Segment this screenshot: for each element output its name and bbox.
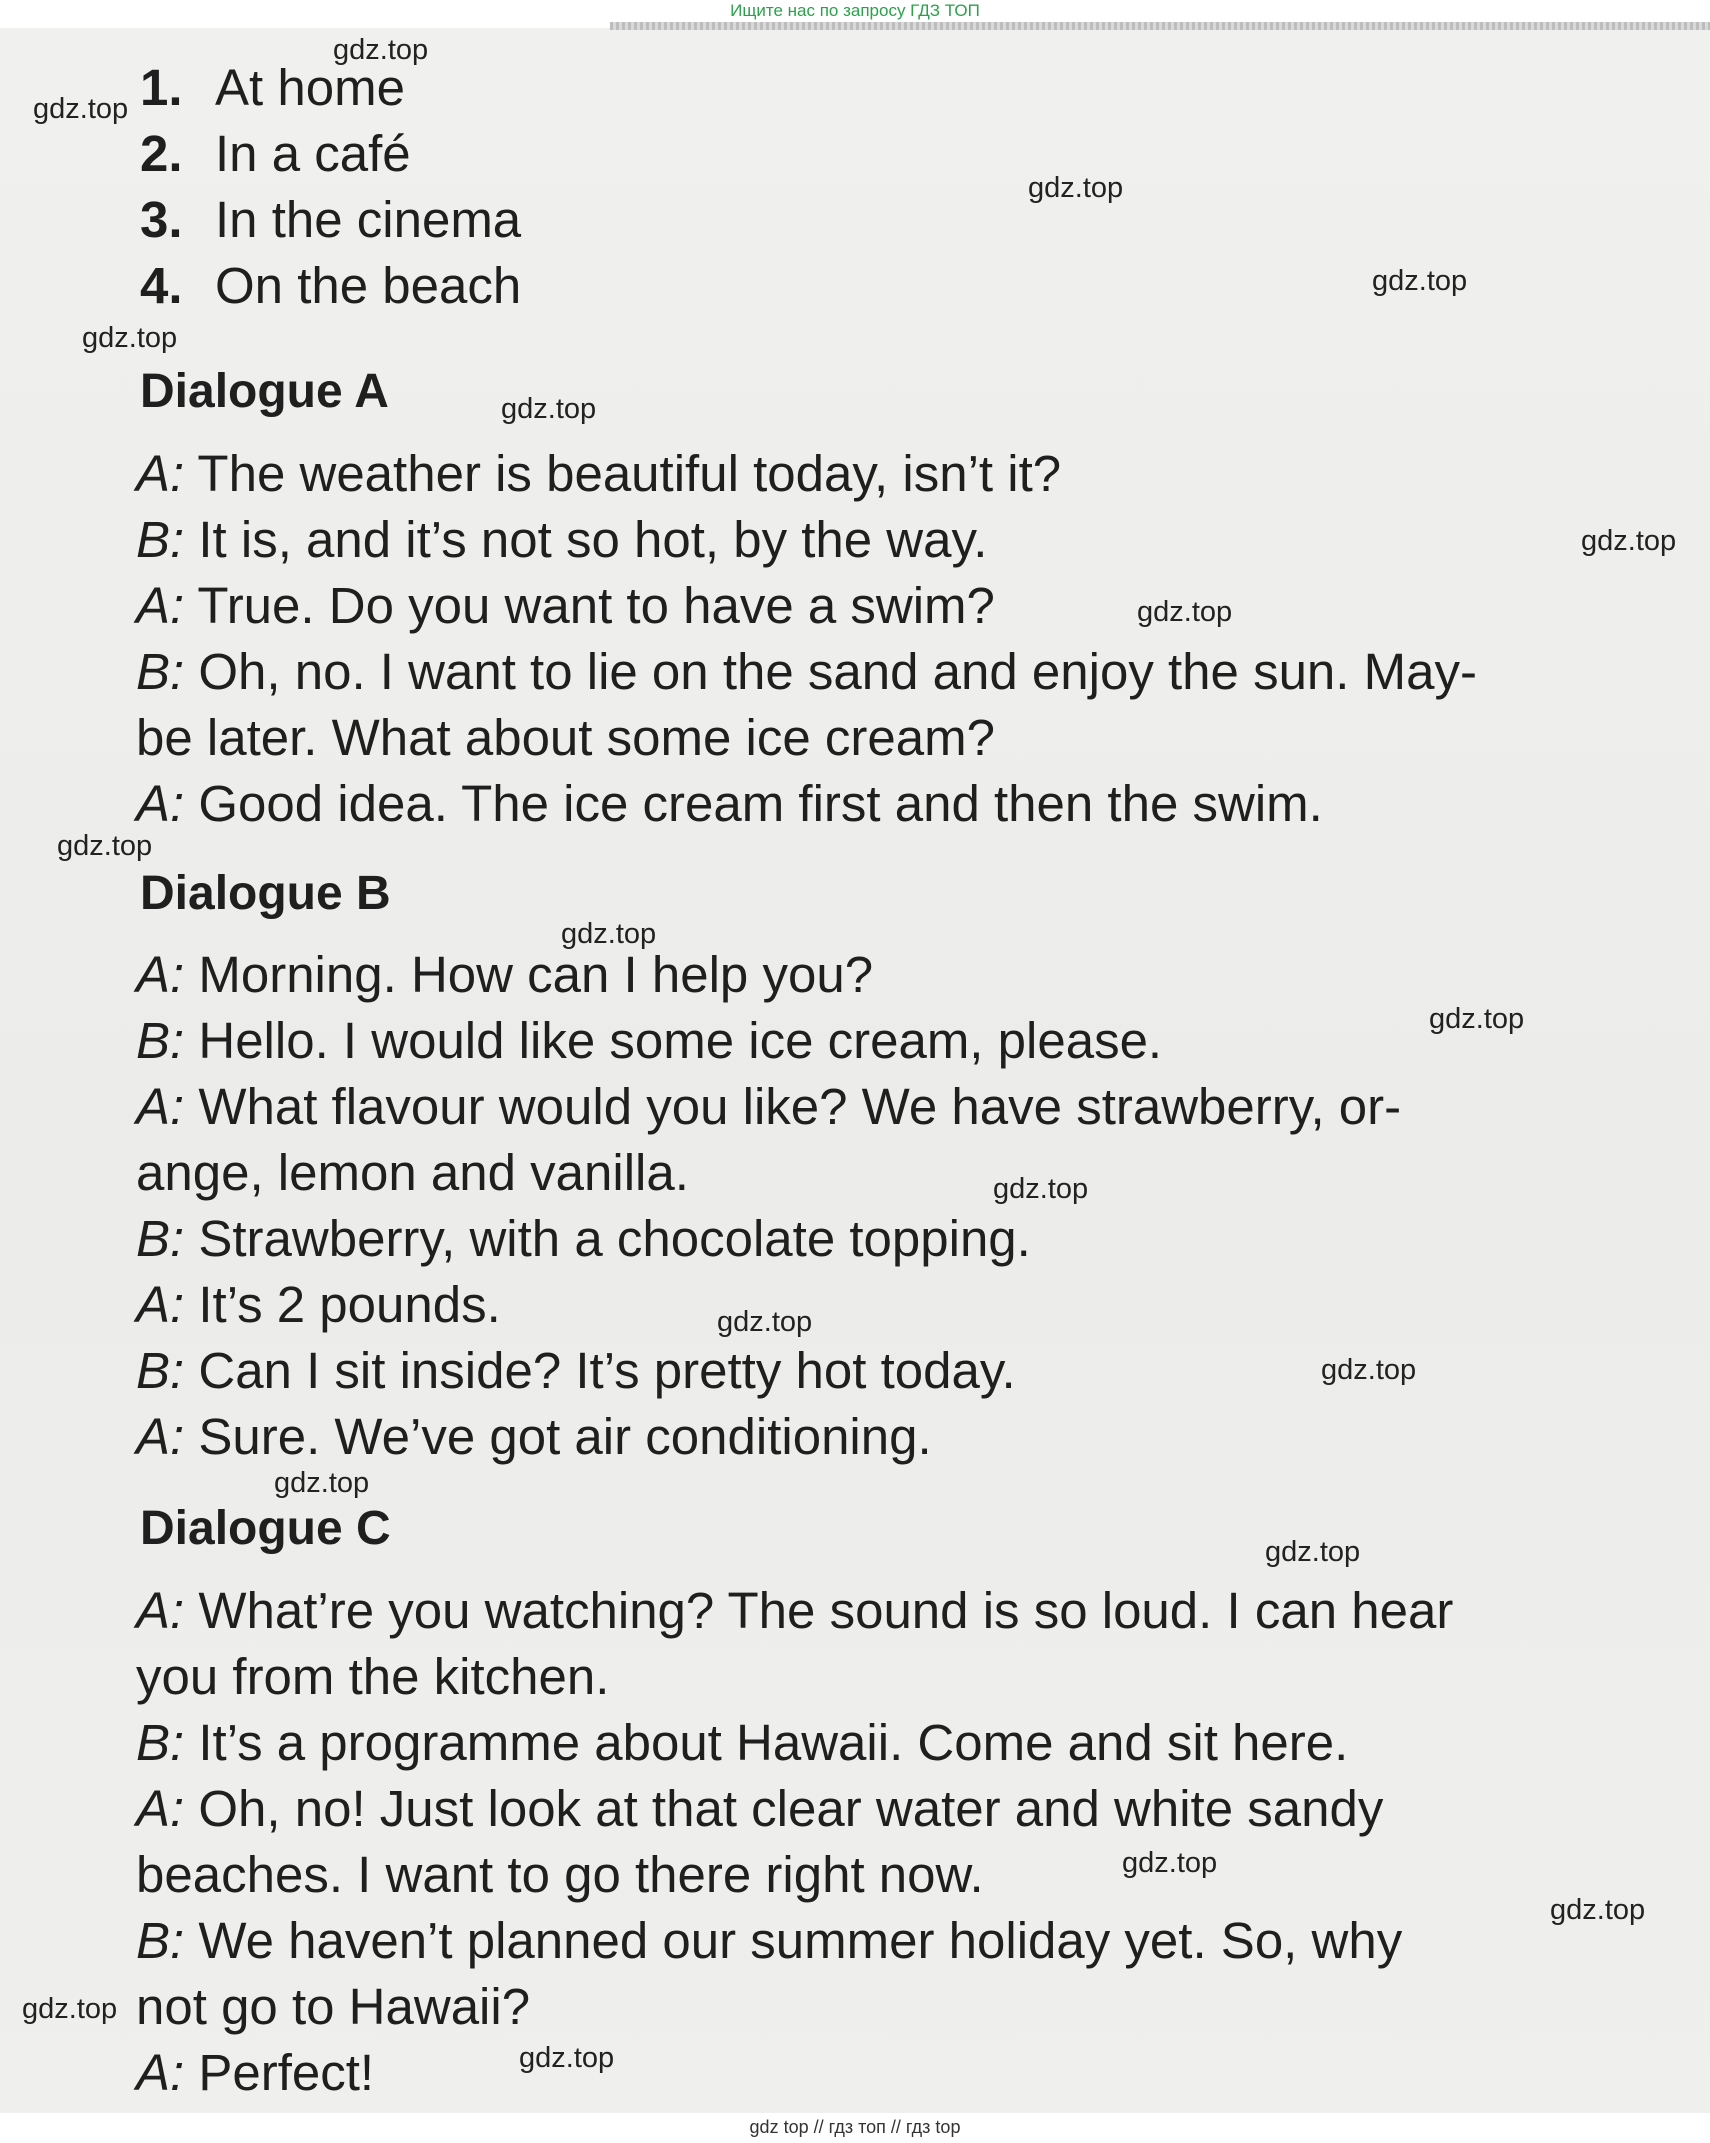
line-text: Sure. We’ve got air conditioning. [184,1408,932,1465]
dialogue-line [136,1844,984,1906]
list-item [140,190,521,250]
watermark: gdz.top [22,1993,118,2025]
watermark: gdz.top [82,322,178,354]
speaker-label: A: [136,775,185,832]
dialogue-line [136,575,995,637]
line-text: It’s a programme about Hawaii. Come and sit here. [184,1714,1349,1771]
speaker-label: A: [136,577,185,634]
list-item [140,256,521,316]
watermark: gdz.top [57,830,153,862]
speaker-label: A: [136,946,185,1003]
speaker-label: A: [136,1780,185,1837]
watermark: gdz.top [1429,1003,1525,1035]
speaker-label: A: [136,1276,185,1333]
watermark: gdz.top [1122,1847,1218,1879]
dialogue-line [136,641,1477,703]
watermark: gdz.top [561,918,657,950]
line-text: Good idea. The ice cream first and then the swim. [184,775,1323,832]
list-number: 3. [140,191,183,248]
list-item [140,124,411,184]
dialogue-line [136,1142,689,1204]
watermark: gdz.top [1137,596,1233,628]
top-bar [0,0,1710,28]
watermark: gdz.top [274,1467,370,1499]
line-text: Can I sit inside? It’s pretty hot today. [184,1342,1016,1399]
watermark: gdz.top [1321,1354,1417,1386]
speaker-label: B: [136,511,185,568]
line-text: We haven’t planned our summer holiday yet. So, why [184,1912,1403,1969]
speaker-label: B: [136,643,185,700]
watermark: gdz.top [717,1306,813,1338]
dialogue-line [136,1010,1162,1072]
line-text: ange, lemon and vanilla. [136,1144,689,1201]
line-text: beaches. I want to go there right now. [136,1846,984,1903]
watermark: gdz.top [993,1173,1089,1205]
list-text: In the cinema [215,191,522,248]
watermark: gdz.top [1581,525,1677,557]
line-text: Oh, no! Just look at that clear water and white sandy [184,1780,1384,1837]
dialogue-line [136,1910,1402,1972]
dialogue-line [136,1208,1031,1270]
dialogue-line [136,944,873,1006]
dialogue-c-title: Dialogue C [140,1502,391,1555]
watermark: gdz.top [33,93,129,125]
watermark: gdz.top [1265,1536,1361,1568]
dialogue-line [136,1712,1348,1774]
speaker-label: A: [136,445,185,502]
watermark: gdz.top [519,2042,615,2074]
watermark: gdz.top [1550,1894,1646,1926]
line-text: Perfect! [184,2044,375,2101]
dialogue-line [136,509,987,571]
speaker-label: B: [136,1210,185,1267]
list-text: At home [215,59,405,116]
speaker-label: A: [136,1078,185,1135]
speaker-label: B: [136,1342,185,1399]
dialogue-line [136,443,1061,505]
dialogue-line [136,1340,1016,1402]
line-text: True. Do you want to have a swim? [184,577,995,634]
line-text: Hello. I would like some ice cream, please. [184,1012,1163,1069]
search-hint-link[interactable]: Ищите нас по запросу ГДЗ ТОП [730,1,980,20]
speaker-label: B: [136,1012,185,1069]
list-number: 4. [140,257,183,314]
scan-edge [610,22,1710,30]
dialogue-line [136,1406,932,1468]
list-text: On the beach [215,257,522,314]
dialogue-line [136,2042,374,2104]
dialogue-line [136,1274,501,1336]
list-item [140,58,405,118]
list-number: 2. [140,125,183,182]
line-text: The weather is beautiful today, isn’t it? [184,445,1062,502]
dialogue-line [136,773,1323,835]
line-text: It is, and it’s not so hot, by the way. [184,511,988,568]
speaker-label: B: [136,1714,185,1771]
watermark: gdz.top [501,393,597,425]
line-text: It’s 2 pounds. [184,1276,501,1333]
dialogue-a-title: Dialogue A [140,365,389,418]
line-text: Morning. How can I help you? [184,946,874,1003]
speaker-label: A: [136,1408,185,1465]
line-text: Strawberry, with a chocolate topping. [184,1210,1031,1267]
list-text: In a café [215,125,411,182]
line-text: you from the kitchen. [136,1648,610,1705]
list-number: 1. [140,59,183,116]
speaker-label: B: [136,1912,185,1969]
footer-links[interactable]: gdz top // гдз топ // гдз top [0,2113,1710,2143]
watermark: gdz.top [1372,265,1468,297]
dialogue-line [136,1778,1383,1840]
dialogue-line [136,1076,1401,1138]
dialogue-line [136,707,995,769]
watermark: gdz.top [333,34,429,66]
watermark: gdz.top [1028,172,1124,204]
speaker-label: A: [136,2044,185,2101]
dialogue-line [136,1646,609,1708]
line-text: be later. What about some ice cream? [136,709,995,766]
line-text: What flavour would you like? We have strawberry, or- [184,1078,1402,1135]
dialogue-line [136,1580,1453,1642]
line-text: not go to Hawaii? [136,1978,531,2035]
line-text: Oh, no. I want to lie on the sand and enjoy the sun. May- [184,643,1477,700]
line-text: What’re you watching? The sound is so loud. I can hear [184,1582,1454,1639]
speaker-label: A: [136,1582,185,1639]
dialogue-line [136,1976,530,2038]
dialogue-b-title: Dialogue B [140,867,391,920]
